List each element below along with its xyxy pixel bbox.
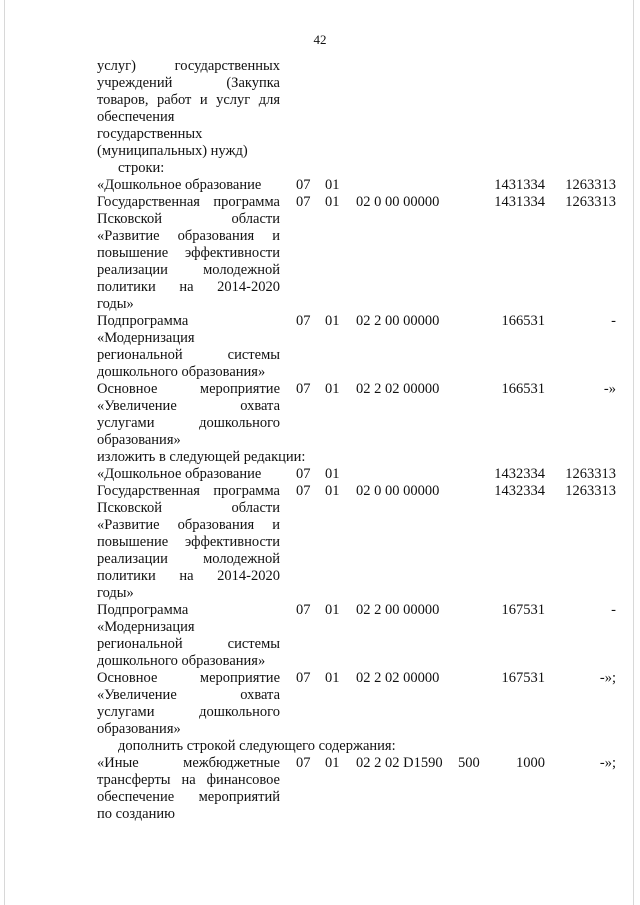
old-row-amount-1: 166531 (501, 313, 545, 329)
new-row-section: 07 (296, 670, 311, 686)
old-row-description-line: услугами дошкольного (97, 415, 280, 431)
new-row-description-line: повышение эффективности (97, 534, 280, 550)
new-row-description-line: дошкольного образования» (97, 653, 266, 669)
new-row-amount-1: 167531 (501, 602, 545, 618)
old-row-amount-1: 1431334 (494, 194, 545, 210)
new-row-section: 07 (296, 466, 311, 482)
intro-line: (муниципальных) нужд) (97, 143, 248, 159)
new-row-target-code: 02 0 00 00000 (356, 483, 440, 499)
new-row-target-code: 02 2 02 00000 (356, 670, 440, 686)
new-row-description-line: «Дошкольное образование (97, 466, 262, 482)
new-row-description-line: реализации молодежной (97, 551, 280, 567)
intro-line: товаров, работ и услуг для (97, 92, 280, 108)
new-row-amount-1: 1432334 (494, 466, 545, 482)
new-row-amount-2: 1263313 (565, 483, 616, 499)
new-row-description-line: услугами дошкольного (97, 704, 280, 720)
old-row-amount-2: 1263313 (565, 194, 616, 210)
old-row-amount-1: 166531 (501, 381, 545, 397)
old-row-subsection: 01 (325, 177, 340, 193)
scan-edge-left (4, 0, 5, 905)
new-row-amount-2: 1263313 (565, 466, 616, 482)
old-row-subsection: 01 (325, 381, 340, 397)
intro-line: услуг) государственных (97, 58, 280, 74)
old-row-description-line: «Дошкольное образование (97, 177, 262, 193)
intro-line: учреждений (Закупка (97, 75, 280, 91)
added-row-description-line: трансферты на финансовое (97, 772, 280, 788)
old-row-amount-2: -» (603, 381, 616, 397)
added-row-description-line: по созданию (97, 806, 175, 822)
added-row-amount-2: -»; (599, 755, 616, 771)
new-row-description-line: региональной системы (97, 636, 280, 652)
old-row-description-line: дошкольного образования» (97, 364, 266, 380)
old-row-subsection: 01 (325, 313, 340, 329)
new-row-description-line: политики на 2014-2020 (97, 568, 280, 584)
old-row-description-line: «Развитие образования и (97, 228, 280, 244)
old-row-amount-1: 1431334 (494, 177, 545, 193)
intro-line: государственных (97, 126, 203, 142)
old-row-description-line: «Увеличение охвата (97, 398, 280, 414)
new-row-amount-1: 1432334 (494, 483, 545, 499)
new-row-description-line: Подпрограмма (97, 602, 189, 618)
new-row-subsection: 01 (325, 602, 340, 618)
new-row-description-line: «Модернизация (97, 619, 195, 635)
old-row-subsection: 01 (325, 194, 340, 210)
old-row-description-line: политики на 2014-2020 (97, 279, 280, 295)
new-row-section: 07 (296, 483, 311, 499)
scan-edge-right (633, 0, 634, 905)
added-row-amount-1: 1000 (516, 755, 545, 771)
old-row-description-line: реализации молодежной (97, 262, 280, 278)
old-row-description-line: Основное мероприятие (97, 381, 280, 397)
added-row-target-code: 02 2 02 D1590 (356, 755, 443, 771)
new-row-amount-1: 167531 (501, 670, 545, 686)
new-row-target-code: 02 2 00 00000 (356, 602, 440, 618)
new-row-description-line: годы» (97, 585, 134, 601)
new-row-subsection: 01 (325, 466, 340, 482)
new-row-subsection: 01 (325, 483, 340, 499)
added-row-description-line: обеспечение мероприятий (97, 789, 280, 805)
added-row-section: 07 (296, 755, 311, 771)
heading-strings: строки: (118, 160, 165, 176)
new-row-subsection: 01 (325, 670, 340, 686)
old-row-description-line: региональной системы (97, 347, 280, 363)
old-row-target-code: 02 0 00 00000 (356, 194, 440, 210)
old-row-description-line: Псковской области (97, 211, 280, 227)
old-row-target-code: 02 2 02 00000 (356, 381, 440, 397)
old-row-amount-2: - (611, 313, 616, 329)
new-row-amount-2: - (611, 602, 616, 618)
new-row-description-line: образования» (97, 721, 181, 737)
added-row-description-line: «Иные межбюджетные (97, 755, 280, 771)
old-row-target-code: 02 2 00 00000 (356, 313, 440, 329)
added-row-subsection: 01 (325, 755, 340, 771)
added-row-expense-type: 500 (458, 755, 480, 771)
old-row-description-line: образования» (97, 432, 181, 448)
heading-append: дополнить строкой следующего содержания: (118, 738, 396, 754)
new-row-section: 07 (296, 602, 311, 618)
new-row-description-line: «Увеличение охвата (97, 687, 280, 703)
old-row-description-line: Государственная программа (97, 194, 280, 210)
new-row-description-line: Основное мероприятие (97, 670, 280, 686)
old-row-description-line: «Модернизация (97, 330, 195, 346)
new-row-amount-2: -»; (599, 670, 616, 686)
intro-line: обеспечения (97, 109, 175, 125)
old-row-description-line: Подпрограмма (97, 313, 189, 329)
old-row-description-line: годы» (97, 296, 134, 312)
old-row-description-line: повышение эффективности (97, 245, 280, 261)
old-row-amount-2: 1263313 (565, 177, 616, 193)
old-row-section: 07 (296, 194, 311, 210)
page-number: 42 (313, 32, 327, 47)
new-row-description-line: Государственная программа (97, 483, 280, 499)
old-row-section: 07 (296, 313, 311, 329)
new-row-description-line: «Развитие образования и (97, 517, 280, 533)
heading-replace: изложить в следующей редакции: (97, 449, 306, 465)
new-row-description-line: Псковской области (97, 500, 280, 516)
old-row-section: 07 (296, 177, 311, 193)
old-row-section: 07 (296, 381, 311, 397)
